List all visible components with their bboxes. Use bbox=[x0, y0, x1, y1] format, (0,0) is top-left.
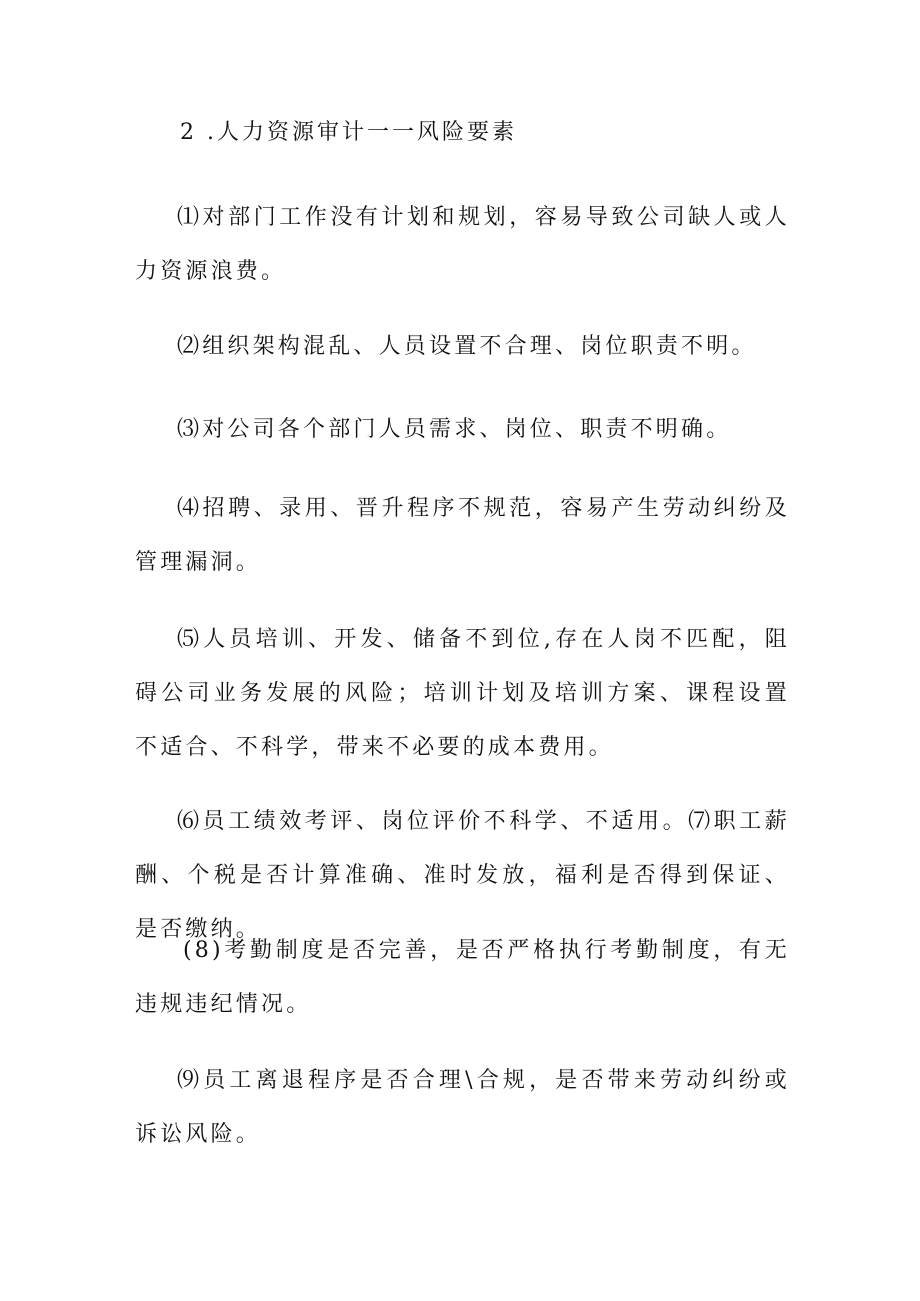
paragraph-7: (8)考勤制度是否完善，是否严格执行考勤制度，有无违规违纪情况。 bbox=[135, 938, 790, 1017]
paragraph-3: ⑶对公司各个部门人员需求、岗位、职责不明确。 bbox=[177, 417, 732, 442]
paragraph-8: ⑼员工离退程序是否合理\合规，是否带来劳动纠纷或诉讼风险。 bbox=[135, 1068, 790, 1147]
paragraph-2: ⑵组织架构混乱、人员设置不合理、岗位职责不明。 bbox=[177, 334, 757, 359]
paragraph-5: ⑸人员培训、开发、储备不到位,存在人岗不匹配，阻碍公司业务发展的风险；培训计划及培训方案、课程设置不适合、不科学，带来不必要的成本费用。 bbox=[135, 627, 790, 760]
paragraph-1: ⑴对部门工作没有计划和规划，容易导致公司缺人或人力资源浪费。 bbox=[135, 205, 790, 284]
paragraph-6: ⑹员工绩效考评、岗位评价不科学、不适用。⑺职工薪酬、个税是否计算准确、准时发放，福利是否得到保证、是否缴纳。 bbox=[135, 809, 790, 942]
section-heading: 2 .人力资源审计一一风险要素 bbox=[180, 120, 517, 145]
paragraph-4: ⑷招聘、录用、晋升程序不规范，容易产生劳动纠纷及管理漏洞。 bbox=[135, 496, 790, 575]
